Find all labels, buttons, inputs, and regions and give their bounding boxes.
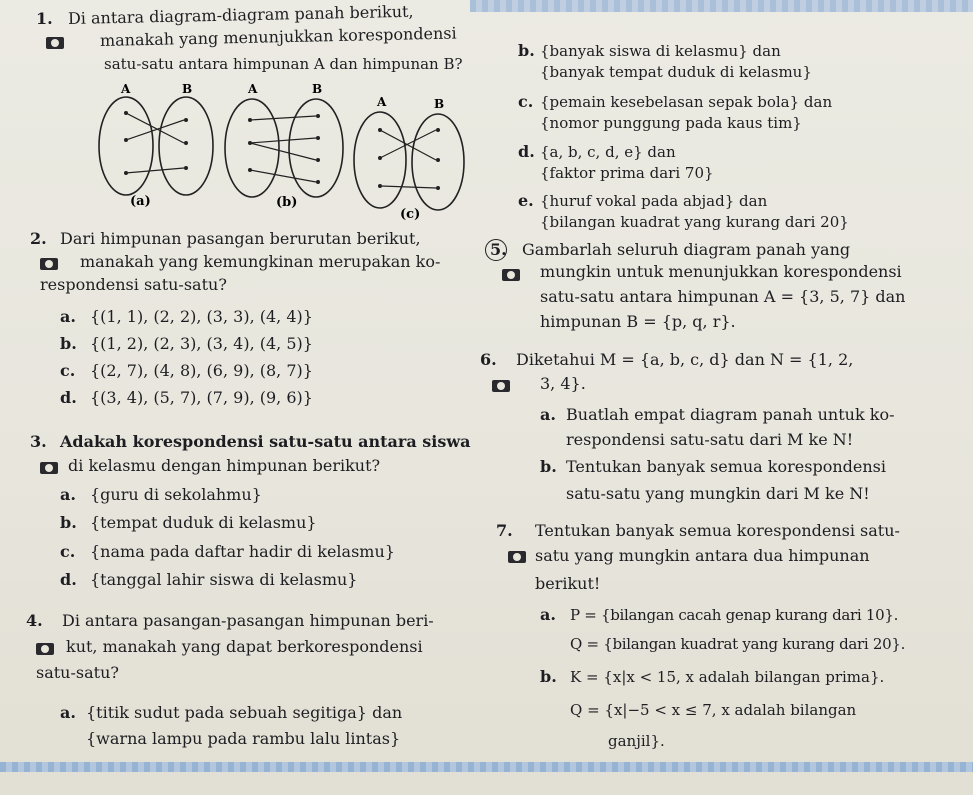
q1-opt-e-line1: {huruf vokal pada abjad} dan (540, 192, 768, 210)
q5-line3: satu-satu antara himpunan A = {3, 5, 7} dan (540, 287, 906, 306)
difficulty-icon (40, 258, 58, 270)
difficulty-icon (508, 551, 526, 563)
q1-line2: manakah yang menunjukkan korespondensi (99, 23, 457, 50)
q3-opt-c-text: {nama pada daftar hadir di kelasmu} (90, 542, 395, 561)
q5-line1: Gambarlah seluruh diagram panah yang (522, 240, 851, 259)
q7-opt-a-line2: Q = {bilangan kuadrat yang kurang dari 20}. (570, 635, 906, 653)
q3-opt-a-text: {guru di sekolahmu} (90, 485, 262, 504)
top-decorative-band (470, 0, 973, 12)
q2-opt-a-text: {(1, 1), (2, 2), (3, 3), (4, 4)} (90, 307, 313, 326)
difficulty-icon (492, 380, 510, 392)
q7-opt-b-line2: Q = {x|−5 < x ≤ 7, x adalah bilangan (570, 701, 857, 719)
q6-opt-b-line2: satu-satu yang mungkin dari M ke N! (566, 484, 870, 503)
q4-line1: Di antara pasangan-pasangan himpunan beri- (62, 611, 434, 630)
q7-line3: berikut! (535, 574, 601, 593)
q7-number: 7. (496, 521, 513, 540)
diagram-c (354, 95, 464, 222)
q1-opt-d-line1: {a, b, c, d, e} dan (540, 143, 676, 161)
diagram-a-label: (a) (130, 194, 151, 209)
q3-number: 3. (30, 432, 47, 451)
q3-opt-b-text: {tempat duduk di kelasmu} (90, 513, 317, 532)
q3-line2: di kelasmu dengan himpunan berikut? (68, 456, 381, 475)
q7-opt-a-letter: a. (540, 605, 556, 624)
q6-number: 6. (480, 350, 497, 369)
q2-line3: respondensi satu-satu? (40, 275, 227, 294)
q5-number: 5. (490, 240, 507, 259)
q1-opt-b-letter: b. (518, 41, 535, 60)
q6-line2: 3, 4}. (540, 374, 586, 393)
difficulty-icon (502, 269, 520, 281)
difficulty-icon (46, 37, 64, 49)
q1-opt-e-letter: e. (518, 191, 534, 210)
q2-opt-c-letter: c. (60, 361, 76, 380)
diagram-b (225, 82, 343, 210)
difficulty-icon (40, 462, 58, 474)
q7-opt-b-line3: ganjil}. (608, 732, 665, 750)
diagram-b-label: (b) (276, 195, 298, 210)
q2-opt-b-text: {(1, 2), (2, 3), (3, 4), (4, 5)} (90, 334, 313, 353)
q3-opt-a-letter: a. (60, 485, 76, 504)
q2-opt-c-text: {(2, 7), (4, 8), (6, 9), (8, 7)} (90, 361, 313, 380)
q1-opt-c-line1: {pemain kesebelasan sepak bola} dan (540, 93, 833, 111)
q5-line4: himpunan B = {p, q, r}. (540, 312, 736, 331)
diagram-b-set-a-label: A (248, 82, 258, 96)
q2-line2: manakah yang kemungkinan merupakan ko- (80, 252, 441, 271)
q1-opt-c-line2: {nomor punggung pada kaus tim} (540, 114, 802, 132)
q7-line1: Tentukan banyak semua korespondensi satu- (535, 521, 900, 540)
q1-opt-e-line2: {bilangan kuadrat yang kurang dari 20} (540, 213, 849, 231)
diagram-a-set-a-label: A (121, 82, 131, 96)
q4-number: 4. (26, 611, 43, 630)
q2-opt-a-letter: a. (60, 307, 76, 326)
q7-opt-a-line1: P = {bilangan cacah genap kurang dari 10}. (570, 606, 899, 624)
q4-opt-a-letter: a. (60, 703, 76, 722)
bottom-decorative-band (0, 762, 973, 772)
q4-opt-a-line2: {warna lampu pada rambu lalu lintas} (86, 729, 401, 748)
q7-opt-b-letter: b. (540, 667, 557, 686)
q3-line1: Adakah korespondensi satu-satu antara siswa (60, 432, 471, 451)
q1-opt-d-letter: d. (518, 142, 535, 161)
q6-opt-a-letter: a. (540, 405, 556, 424)
diagram-b-set-b-label: B (312, 82, 323, 96)
q6-opt-a-line1: Buatlah empat diagram panah untuk ko- (566, 405, 895, 424)
q6-line1: Diketahui M = {a, b, c, d} dan N = {1, 2, (516, 350, 854, 369)
q2-opt-b-letter: b. (60, 334, 77, 353)
q2-number: 2. (30, 229, 47, 248)
q7-opt-b-line1: K = {x|x < 15, x adalah bilangan prima}. (570, 668, 885, 686)
arrow-diagrams (90, 78, 480, 228)
q2-opt-d-text: {(3, 4), (5, 7), (7, 9), (9, 6)} (90, 388, 313, 407)
q1-opt-b-line2: {banyak tempat duduk di kelasmu} (540, 63, 812, 81)
q6-opt-a-line2: respondensi satu-satu dari M ke N! (566, 430, 854, 449)
q3-opt-b-letter: b. (60, 513, 77, 532)
q1-opt-c-letter: c. (518, 92, 534, 111)
q1-opt-b-line1: {banyak siswa di kelasmu} dan (540, 42, 781, 60)
diagram-c-set-a-label: A (377, 95, 387, 109)
q4-line3: satu-satu? (36, 663, 119, 682)
q4-line2: kut, manakah yang dapat berkorespondensi (66, 637, 423, 656)
q3-opt-d-text: {tanggal lahir siswa di kelasmu} (90, 570, 358, 589)
q1-line1: Di antara diagram-diagram panah berikut, (67, 1, 414, 28)
diagram-a-set-b-label: B (182, 82, 193, 96)
q6-opt-b-letter: b. (540, 457, 557, 476)
diagram-c-set-b-label: B (434, 97, 445, 111)
q2-opt-d-letter: d. (60, 388, 77, 407)
q7-line2: satu yang mungkin antara dua himpunan (535, 546, 870, 565)
q1-line3: satu-satu antara himpunan A dan himpunan B? (104, 55, 463, 73)
q1-number: 1. (36, 9, 53, 28)
q6-opt-b-line1: Tentukan banyak semua korespondensi (566, 457, 886, 476)
q5-line2: mungkin untuk menunjukkan korespondensi (540, 262, 902, 281)
q3-opt-d-letter: d. (60, 570, 77, 589)
q4-opt-a-line1: {titik sudut pada sebuah segitiga} dan (86, 703, 403, 722)
difficulty-icon (36, 643, 54, 655)
diagram-a (99, 82, 213, 209)
diagram-c-label: (c) (400, 207, 421, 222)
q3-opt-c-letter: c. (60, 542, 76, 561)
q1-opt-d-line2: {faktor prima dari 70} (540, 164, 714, 182)
q2-line1: Dari himpunan pasangan berurutan berikut, (60, 229, 421, 248)
